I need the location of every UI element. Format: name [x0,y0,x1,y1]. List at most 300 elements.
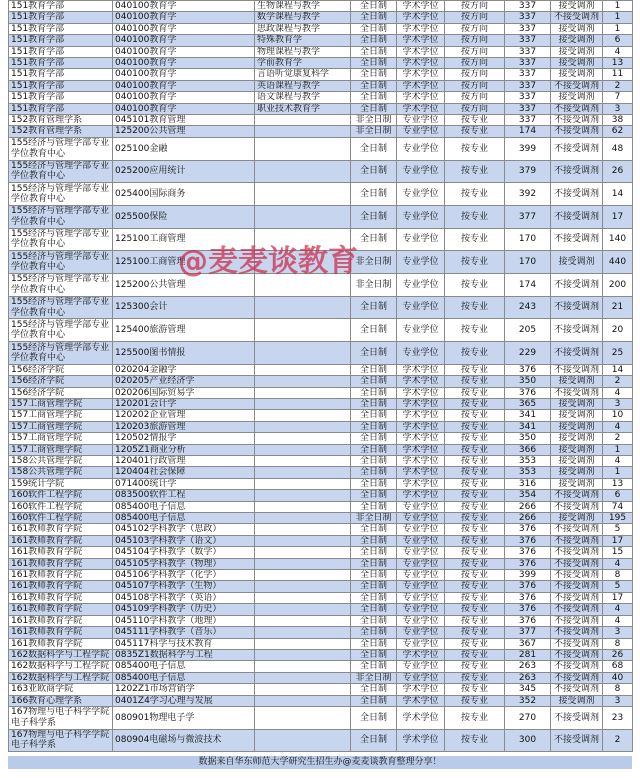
quota-cell: 25 [603,342,633,365]
table-row [9,729,633,752]
quota-cell: 2 [603,80,633,91]
quota-cell: 17 [603,535,633,546]
dept-cell: 161教师教育学院 [9,535,113,546]
study-mode-cell: 全日制 [351,103,397,114]
score-cell: 281 [505,649,551,660]
major-cell: 045108学科教学（英语） [113,592,255,603]
enroll-basis-cell: 按专业 [445,524,505,535]
score-cell: 353 [505,467,551,478]
major-cell: 085400电子信息 [113,513,255,524]
dept-cell: 156经济学院 [9,364,113,375]
direction-cell [255,296,351,319]
quota-cell: 200 [603,274,633,297]
direction-cell: 英语课程与教学 [255,80,351,91]
enroll-basis-cell: 按专业 [445,558,505,569]
score-cell: 337 [505,12,551,23]
adjust-cell: 不接受调剂 [551,627,603,638]
dept-cell: 160软件工程学院 [9,490,113,501]
score-cell: 263 [505,661,551,672]
dept-cell: 160软件工程学院 [9,501,113,512]
enroll-basis-cell: 按方向 [445,80,505,91]
degree-type-cell: 专业学位 [397,115,445,126]
dept-cell: 156经济学院 [9,376,113,387]
degree-type-cell: 学术学位 [397,58,445,69]
table-row [9,444,633,455]
quota-cell: 10 [603,410,633,421]
enroll-basis-cell: 按方向 [445,58,505,69]
study-mode-cell: 全日制 [351,80,397,91]
adjust-cell: 不接受调剂 [551,649,603,660]
admissions-table-container [8,0,632,752]
direction-cell [255,535,351,546]
major-cell: 020206国际贸易学 [113,387,255,398]
study-mode-cell: 非全日制 [351,672,397,683]
direction-cell [255,387,351,398]
major-cell: 025500保险 [113,205,255,228]
admissions-table [8,0,633,752]
table-row [9,103,633,114]
study-mode-cell: 全日制 [351,524,397,535]
major-cell: 040100教育学 [113,103,255,114]
table-row [9,535,633,546]
major-cell: 025100金融 [113,137,255,160]
enroll-basis-cell: 按专业 [445,228,505,251]
table-row [9,615,633,626]
adjust-cell: 接受调剂 [551,1,603,12]
dept-cell: 157工商管理学院 [9,444,113,455]
dept-cell: 161教师教育学院 [9,615,113,626]
major-cell: 040100教育学 [113,23,255,34]
table-row [9,69,633,80]
study-mode-cell: 全日制 [351,35,397,46]
study-mode-cell: 全日制 [351,615,397,626]
adjust-cell: 不接受调剂 [551,183,603,206]
table-row [9,706,633,729]
major-cell: 040100教育学 [113,58,255,69]
adjust-cell: 接受调剂 [551,421,603,432]
quota-cell: 38 [603,115,633,126]
major-cell: 045107学科教学（生物） [113,581,255,592]
direction-cell [255,729,351,752]
dept-cell: 151教育学部 [9,103,113,114]
table-row [9,46,633,57]
major-cell: 045111学科教学（音乐） [113,627,255,638]
direction-cell [255,672,351,683]
table-row [9,115,633,126]
major-cell: 045101教育管理 [113,115,255,126]
degree-type-cell: 专业学位 [397,558,445,569]
table-row [9,661,633,672]
score-cell: 337 [505,69,551,80]
score-cell: 341 [505,410,551,421]
degree-type-cell: 学术学位 [397,398,445,409]
study-mode-cell: 全日制 [351,570,397,581]
score-cell: 376 [505,387,551,398]
score-cell: 367 [505,638,551,649]
score-cell: 376 [505,592,551,603]
adjust-cell: 不接受调剂 [551,137,603,160]
direction-cell [255,695,351,706]
direction-cell [255,376,351,387]
enroll-basis-cell: 按专业 [445,160,505,183]
study-mode-cell: 全日制 [351,433,397,444]
table-row [9,684,633,695]
table-row [9,581,633,592]
direction-cell [255,501,351,512]
study-mode-cell: 全日制 [351,695,397,706]
direction-cell [255,513,351,524]
table-row [9,319,633,342]
study-mode-cell: 全日制 [351,501,397,512]
score-cell: 337 [505,1,551,12]
major-cell: 020204金融学 [113,364,255,375]
dept-cell: 157工商管理学院 [9,410,113,421]
degree-type-cell: 学术学位 [397,433,445,444]
major-cell: 045102学科教学（思政） [113,524,255,535]
study-mode-cell: 全日制 [351,1,397,12]
dept-cell: 156经济学院 [9,387,113,398]
dept-cell: 155经济与管理学部专业学位教育中心 [9,296,113,319]
adjust-cell: 不接受调剂 [551,661,603,672]
degree-type-cell: 专业学位 [397,342,445,365]
dept-cell: 151教育学部 [9,35,113,46]
study-mode-cell: 全日制 [351,137,397,160]
degree-type-cell: 学术学位 [397,69,445,80]
major-cell: 120404社会保障 [113,467,255,478]
quota-cell: 74 [603,501,633,512]
direction-cell [255,433,351,444]
major-cell: 125100工商管理 [113,251,255,274]
direction-cell [255,661,351,672]
degree-type-cell: 专业学位 [397,228,445,251]
adjust-cell: 接受调剂 [551,69,603,80]
study-mode-cell: 全日制 [351,23,397,34]
table-row [9,23,633,34]
degree-type-cell: 专业学位 [397,581,445,592]
adjust-cell: 不接受调剂 [551,296,603,319]
adjust-cell: 不接受调剂 [551,558,603,569]
adjust-cell: 不接受调剂 [551,342,603,365]
enroll-basis-cell: 按方向 [445,12,505,23]
degree-type-cell: 学术学位 [397,695,445,706]
study-mode-cell: 全日制 [351,604,397,615]
score-cell: 392 [505,183,551,206]
dept-cell: 151教育学部 [9,12,113,23]
adjust-cell: 不接受调剂 [551,115,603,126]
enroll-basis-cell: 按方向 [445,23,505,34]
adjust-cell: 不接受调剂 [551,364,603,375]
major-cell: 025400国际商务 [113,183,255,206]
major-cell: 085400电子信息 [113,661,255,672]
table-row [9,478,633,489]
table-row [9,35,633,46]
degree-type-cell: 专业学位 [397,501,445,512]
study-mode-cell: 全日制 [351,444,397,455]
direction-cell [255,558,351,569]
direction-cell [255,364,351,375]
adjust-cell: 接受调剂 [551,58,603,69]
dept-cell: 161教师教育学院 [9,592,113,603]
enroll-basis-cell: 按专业 [445,478,505,489]
adjust-cell: 接受调剂 [551,376,603,387]
study-mode-cell: 全日制 [351,547,397,558]
quota-cell: 4 [603,558,633,569]
enroll-basis-cell: 按专业 [445,387,505,398]
direction-cell [255,183,351,206]
score-cell: 399 [505,137,551,160]
major-cell: 045117科学与技术教育 [113,638,255,649]
enroll-basis-cell: 按专业 [445,604,505,615]
direction-cell [255,604,351,615]
enroll-basis-cell: 按专业 [445,115,505,126]
study-mode-cell: 全日制 [351,183,397,206]
enroll-basis-cell: 按方向 [445,103,505,114]
score-cell: 316 [505,478,551,489]
quota-cell: 2 [603,376,633,387]
adjust-cell: 不接受调剂 [551,319,603,342]
quota-cell: 8 [603,570,633,581]
score-cell: 352 [505,695,551,706]
dept-cell: 161教师教育学院 [9,627,113,638]
dept-cell: 151教育学部 [9,80,113,91]
quota-cell: 26 [603,649,633,660]
degree-type-cell: 学术学位 [397,444,445,455]
direction-cell [255,456,351,467]
adjust-cell: 不接受调剂 [551,205,603,228]
enroll-basis-cell: 按专业 [445,729,505,752]
degree-type-cell: 学术学位 [397,478,445,489]
dept-cell: 167物理与电子科学学院电子科学系 [9,729,113,752]
quota-cell: 3 [603,103,633,114]
adjust-cell: 接受调剂 [551,478,603,489]
direction-cell: 思政课程与教学 [255,23,351,34]
adjust-cell: 接受调剂 [551,251,603,274]
degree-type-cell: 专业学位 [397,296,445,319]
dept-cell: 152教育管理学系 [9,126,113,137]
direction-cell [255,444,351,455]
study-mode-cell: 全日制 [351,205,397,228]
degree-type-cell: 学术学位 [397,706,445,729]
direction-cell [255,615,351,626]
degree-type-cell: 学术学位 [397,387,445,398]
degree-type-cell: 学术学位 [397,649,445,660]
enroll-basis-cell: 按专业 [445,433,505,444]
direction-cell [255,627,351,638]
degree-type-cell: 专业学位 [397,274,445,297]
quota-cell: 21 [603,296,633,319]
major-cell: 120502情报学 [113,433,255,444]
quota-cell: 1 [603,12,633,23]
enroll-basis-cell: 按专业 [445,398,505,409]
study-mode-cell: 全日制 [351,296,397,319]
degree-type-cell: 专业学位 [397,160,445,183]
quota-cell: 13 [603,58,633,69]
adjust-cell: 不接受调剂 [551,581,603,592]
table-row [9,467,633,478]
quota-cell: 8 [603,638,633,649]
study-mode-cell: 全日制 [351,729,397,752]
quota-cell: 62 [603,126,633,137]
degree-type-cell: 专业学位 [397,672,445,683]
major-cell: 125400旅游管理 [113,319,255,342]
enroll-basis-cell: 按专业 [445,364,505,375]
score-cell: 341 [505,421,551,432]
direction-cell [255,547,351,558]
score-cell: 337 [505,46,551,57]
enroll-basis-cell: 按专业 [445,501,505,512]
degree-type-cell: 学术学位 [397,729,445,752]
score-cell: 376 [505,364,551,375]
direction-cell [255,228,351,251]
adjust-cell: 不接受调剂 [551,387,603,398]
adjust-cell: 不接受调剂 [551,126,603,137]
major-cell: 025200应用统计 [113,160,255,183]
quota-cell: 140 [603,228,633,251]
quota-cell: 3 [603,627,633,638]
direction-cell [255,524,351,535]
table-row [9,342,633,365]
quota-cell: 8 [603,684,633,695]
degree-type-cell: 专业学位 [397,615,445,626]
major-cell: 020205产业经济学 [113,376,255,387]
study-mode-cell: 全日制 [351,456,397,467]
enroll-basis-cell: 按专业 [445,137,505,160]
major-cell: 040100教育学 [113,1,255,12]
major-cell: 125500图书情报 [113,342,255,365]
score-cell: 366 [505,444,551,455]
table-row [9,490,633,501]
study-mode-cell: 全日制 [351,398,397,409]
direction-cell [255,638,351,649]
degree-type-cell: 专业学位 [397,183,445,206]
degree-type-cell: 专业学位 [397,126,445,137]
major-cell: 1205Z1商业分析 [113,444,255,455]
score-cell: 350 [505,433,551,444]
score-cell: 243 [505,296,551,319]
adjust-cell: 不接受调剂 [551,672,603,683]
study-mode-cell: 全日制 [351,387,397,398]
score-cell: 376 [505,615,551,626]
table-row [9,274,633,297]
major-cell: 120401行政管理 [113,456,255,467]
table-row [9,695,633,706]
adjust-cell: 接受调剂 [551,433,603,444]
major-cell: 045105学科教学（物理） [113,558,255,569]
quota-cell: 1 [603,23,633,34]
quota-cell: 17 [603,592,633,603]
score-cell: 266 [505,501,551,512]
dept-cell: 161教师教育学院 [9,638,113,649]
major-cell: 125200公共管理 [113,126,255,137]
score-cell: 379 [505,160,551,183]
quota-cell: 14 [603,183,633,206]
major-cell: 0835Z1数据科学与工程 [113,649,255,660]
study-mode-cell: 全日制 [351,638,397,649]
table-row [9,387,633,398]
quota-cell: 20 [603,319,633,342]
enroll-basis-cell: 按专业 [445,376,505,387]
table-row [9,92,633,103]
direction-cell: 职业技术教育学 [255,103,351,114]
adjust-cell: 不接受调剂 [551,592,603,603]
enroll-basis-cell: 按专业 [445,615,505,626]
enroll-basis-cell: 按专业 [445,649,505,660]
table-row [9,558,633,569]
direction-cell [255,478,351,489]
table-row [9,205,633,228]
degree-type-cell: 专业学位 [397,604,445,615]
quota-cell: 5 [603,581,633,592]
quota-cell: 4 [603,456,633,467]
major-cell: 085400电子信息 [113,501,255,512]
degree-type-cell: 学术学位 [397,421,445,432]
direction-cell: 物理课程与教学 [255,46,351,57]
study-mode-cell: 全日制 [351,661,397,672]
quota-cell: 6 [603,35,633,46]
major-cell: 125300会计 [113,296,255,319]
study-mode-cell: 全日制 [351,319,397,342]
study-mode-cell: 全日制 [351,160,397,183]
score-cell: 337 [505,58,551,69]
enroll-basis-cell: 按专业 [445,205,505,228]
major-cell: 045106学科教学（化学） [113,570,255,581]
enroll-basis-cell: 按方向 [445,1,505,12]
adjust-cell: 不接受调剂 [551,570,603,581]
adjust-cell: 不接受调剂 [551,80,603,91]
dept-cell: 155经济与管理学部专业学位教育中心 [9,228,113,251]
quota-cell: 195 [603,513,633,524]
table-row [9,137,633,160]
adjust-cell: 接受调剂 [551,444,603,455]
direction-cell [255,706,351,729]
study-mode-cell: 全日制 [351,58,397,69]
quota-cell: 4 [603,421,633,432]
study-mode-cell: 全日制 [351,12,397,23]
table-row [9,398,633,409]
dept-cell: 157工商管理学院 [9,398,113,409]
degree-type-cell: 学术学位 [397,490,445,501]
quota-cell: 2 [603,729,633,752]
dept-cell: 159统计学院 [9,478,113,489]
degree-type-cell: 专业学位 [397,205,445,228]
enroll-basis-cell: 按专业 [445,410,505,421]
table-row [9,513,633,524]
direction-cell [255,251,351,274]
table-row [9,456,633,467]
enroll-basis-cell: 按专业 [445,592,505,603]
quota-cell: 4 [603,604,633,615]
enroll-basis-cell: 按专业 [445,126,505,137]
major-cell: 045109学科教学（历史） [113,604,255,615]
enroll-basis-cell: 按方向 [445,92,505,103]
dept-cell: 157工商管理学院 [9,433,113,444]
table-row [9,410,633,421]
adjust-cell: 不接受调剂 [551,706,603,729]
degree-type-cell: 专业学位 [397,137,445,160]
degree-type-cell: 专业学位 [397,661,445,672]
degree-type-cell: 专业学位 [397,513,445,524]
enroll-basis-cell: 按专业 [445,456,505,467]
quota-cell: 14 [603,364,633,375]
table-row [9,12,633,23]
quota-cell: 1 [603,444,633,455]
enroll-basis-cell: 按专业 [445,342,505,365]
score-cell: 170 [505,228,551,251]
study-mode-cell: 全日制 [351,627,397,638]
dept-cell: 161教师教育学院 [9,581,113,592]
direction-cell [255,581,351,592]
dept-cell: 158公共管理学院 [9,467,113,478]
